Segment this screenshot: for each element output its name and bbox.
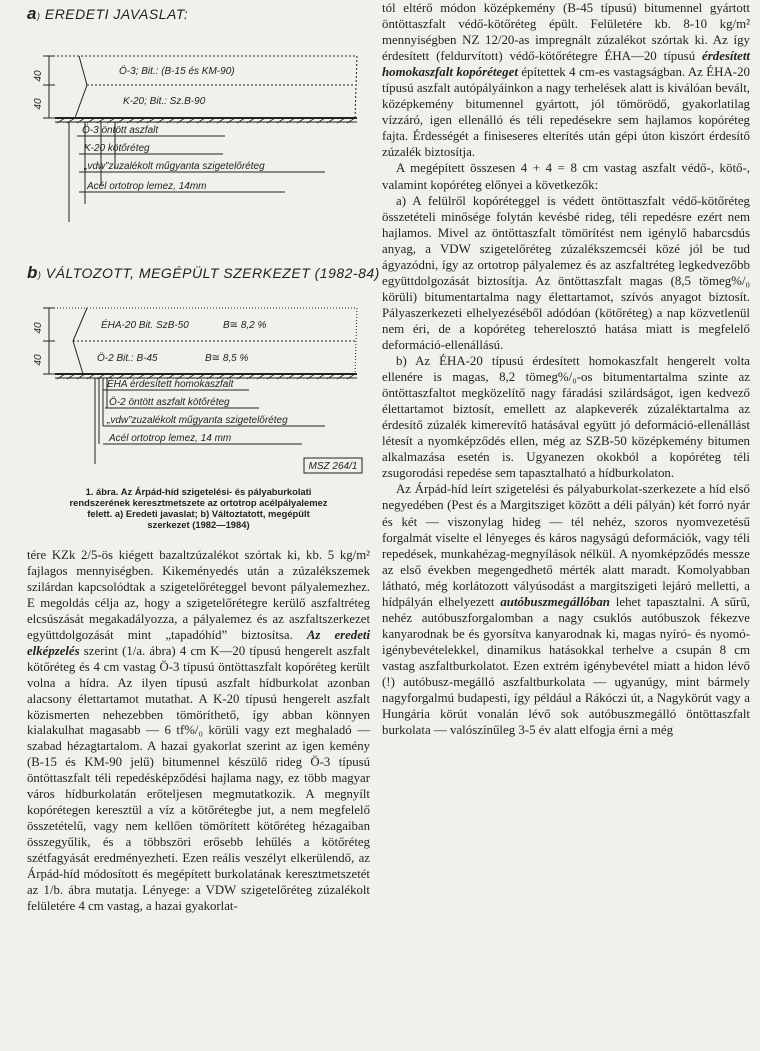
- panel-b-legend-1: ÉHA érdesített homokaszfalt: [107, 379, 234, 390]
- panel-b-layer-1-label: ÉHA-20 Bit. SzB-50: [101, 320, 189, 331]
- panel-b-letter: b: [27, 263, 38, 282]
- panel-b-title-text: VÁLTOZOTT, MEGÉPÜLT SZERKEZET (1982-84): [45, 265, 380, 281]
- panel-b-legend-4: Acél ortotrop lemez, 14 mm: [109, 433, 232, 444]
- left-paragraph-1: [27, 548, 370, 915]
- right-paragraph-4: b) Az ÉHA-20 típusú érdesített homokaszfalt hengerelt volta ellenére is magas, 8,2 tömeg%/₀-os bitumentartalma szinte az öntöttaszfaltot megközelítő nagy fáradási szilárdságot, igen kedvező élettartamot biztosít, emellett az alapkeverék zúzaléktartalma az érdesítő zúzalék kimerevítő hatásával együtt jó deformáció-ellenállást létesít a nyomképződés ellen, még az SZB-50 középkemény bitumen alkalmazása esetén is. Ugyanezen okokból a kopóréteg téli zsugorodási repedése sem tapasztalható a hídburkolaton.: [382, 354, 750, 481]
- emphasis-text: autóbuszmegállóban: [500, 594, 610, 609]
- panel-b-legend-2: Ö-2 öntött aszfalt kötőréteg: [109, 397, 230, 408]
- panel-b-title: b) VÁLTOZOTT, MEGÉPÜLT SZERKEZET (1982-84): [27, 263, 380, 282]
- panel-a-layer-right-edge: [355, 56, 357, 118]
- panel-b-layer-2-binder: B≅ 8,5 %: [205, 353, 249, 364]
- panel-b-dim-bottom: 40: [33, 354, 44, 366]
- right-column: [382, 0, 750, 738]
- panel-b-layer-edge: [73, 341, 83, 374]
- panel-a-title-text: EREDETI JAVASLAT:: [44, 6, 189, 22]
- panel-b-diagram: [27, 286, 370, 486]
- text-run: szerint (1/a. ábra) 4 cm K—20 típusú hengerelt aszfalt kötőréteg és 4 cm vastag Ö-3 típusú öntöttaszfalt kopóréteg került volna a hídra. Az ilyen típusú aszfalt hídburkolat azonban alacsony élettartamot mutathat. A K-20 típusú hengerelt aszfalt közismerten nehezebben tömöríthető, így abban könnyen kialakulhat magasabb — 6 tf%/₀ körüli vagy ezt meghaladó — szabad hézagtartalom. A hazai gyakorlat szerint az igen kemény (B-15 és KM-90 jelű) bitumennel készülő rideg Ö-3 típusú öntöttaszfalt téli repedésképződési hajlama nagy, ez több magyar város hídburkolatán erőteljesen megmutatkozik. A megnyílt kopórétegen keresztül a víz a kötőrétegbe jut, a nem megfelelő összetételű, vagy nem kellően tömörített kötőréteg hézagaiban összegyűlik, és a többszöri erősebb lehűlés a kötőréteg szétfagyását eredményezheti. Ezen reális veszélyt elkerülendő, az Árpád-híd módosított és megépített burkolatának keresztmetszetét az 1/b. ábra mutatja. Lényege: a VDW szigetelőréteg zúzalékolt felületére 4 cm vastag, a hazai gyakorlat-: [27, 643, 371, 913]
- panel-a-letter: a: [27, 4, 37, 23]
- panel-a-layer-1-label: Ö-3; Bit.: (B-15 és KM-90): [119, 66, 235, 77]
- panel-b-layer-2-label: Ö-2 Bit.: B-45: [97, 353, 158, 364]
- figure-caption: [27, 486, 370, 530]
- emphasis-text: érdesített homokaszfalt kopóréteget: [382, 49, 750, 80]
- panel-b-layer-1-binder: B≅ 8,2 %: [223, 320, 267, 331]
- panel-a-legend-2: K-20 kötőréteg: [84, 143, 150, 154]
- panel-a-dim-bottom: 40: [33, 98, 44, 110]
- panel-a-layer-edge: [79, 56, 87, 85]
- panel-a-diagram: [27, 26, 370, 241]
- right-paragraph-3: a) A felülről kopóréteggel is védett öntöttaszfalt védő-kötőréteg összetételi minősége folytán kevésbé rideg, téli repedésre ezért nem hajlamos. Mivel az öntöttaszfalt tömörítést nem igénylő habarcsdús anyag, a VDW szigetelőréteg zúzalékszemcséi közé jól be tud ágyazódni, így az ortotrop pályalemez és az aszfaltréteg legkedvezőbb együttdolgozását biztosítja. Az öntöttaszfalt magas (8,5 tömeg%/₀ körüli) bitumentartalma nagy élettartamot, szívós anyagot biztosít. Pályaszerkezeti elhelyezéséből adódóan (kötőréteg) a nap közvetlenül nem éri, de a kopóréteg teherelosztó hatása miatt is megfelelő deformáció-ellenállású.: [382, 193, 750, 352]
- right-paragraph-1: [382, 0, 750, 160]
- figure-1: [27, 0, 380, 548]
- panel-b-layer-right-edge: [355, 308, 357, 374]
- panel-a-legend-4: Acél ortotrop lemez, 14mm: [87, 181, 207, 192]
- panel-a-legend-1: Ö-3 öntött aszfalt: [82, 125, 159, 136]
- text-run: tól eltérő módon középkemény (B-45 típusú) bitumennel gyártott öntöttaszfalt védő-kötőréteg épült. Felületére kb. 8-10 kg/m² mennyiségben NZ 12/20-as impregnált zúzalékot szórtak ki. Az így érdesített (feldurvított) védő-kötőrétegre ÉHA—20 típusú: [382, 1, 750, 64]
- panel-a-dim-top: 40: [33, 70, 44, 82]
- caption-line: rendszerének keresztmetszete az ortotrop acélpályalemez: [69, 497, 328, 508]
- panel-b-legend-3: „vdw”zuzalékolt műgyanta szigetelőréteg: [107, 415, 288, 426]
- emphasis-text: Az eredeti elképzelés: [27, 627, 370, 658]
- panel-b-dim-top: 40: [33, 322, 44, 334]
- standard-stamp: MSZ 264/1: [308, 461, 358, 472]
- panel-b-layer-edge: [73, 308, 87, 341]
- text-run: építettek 4 cm-es vastagságban. Az ÉHA-20 típusú aszfalt autópályáinkon a nagy terhelések alatt is kiválóan bevált, középkemény bitumennel gyártott, jól tömörödő, gyakorlatilag vízzáró, igen ellenálló és téli repedésekre sem hajlamos kopóréteg fajta. Érdességét a finiseseres elterítés után gépi úton kiszórt érdesítő zúzalék biztosítja.: [382, 65, 750, 160]
- panel-a-title: a) EREDETI JAVASLAT:: [27, 4, 189, 23]
- text-run: lehet tapasztalni. A sűrű, nehéz autóbuszforgalomban a nagy csuklós autóbuszok fékezve kanyarodnak be és gyorsítva kanyarodnak ki, magas nyíró- és nyomó-igénybevételekkel, dinamikus hatásokkal terhelve a csupán 8 cm vastag aszfaltburkolatot. Ezen extrém igénybevétel miatt a hidon lévő (!) autóbusz-megálló aszfaltburkolata — ugyanúgy, mint bármely nagyforgalmú budapesti, így például a Rákóczi út, a Nagykörút vagy a Hungária körút vonalán lévő sok autóbuszmegálló öntöttaszfalt burkolata — valószínűleg 3-5 év alatt elfogja érni a még: [382, 594, 750, 738]
- right-paragraph-5: [382, 481, 750, 738]
- text-run: Az Árpád-híd leírt szigetelési és pályaburkolat-szerkezete a híd első negyedében (Pest és a Margitsziget között a déli pályán) két forró nyár és két — viszonylag hideg — tél nehéz, szoros nyomvezetésű forgalmát viselte el lényeges és káros nagyságú deformációk, vagy téli repedések, munkahézag-megnyílások nélkül. A nyomképződés messze az első években megengedhető mérték alatt maradt. Komolyabban látható, még korlátozott vályúsodást a margitszigeti lejáró melletti, a hídpályán elhelyezett: [382, 482, 750, 609]
- panel-a-layer-2-label: K-20; Bit.: Sz.B-90: [123, 96, 206, 107]
- caption-line: felett. a) Eredeti javaslat; b) Változtatott, megépült: [87, 508, 310, 519]
- panel-a-legend-3: „vdw”zuzalékolt műgyanta szigetelőréteg: [84, 161, 265, 172]
- left-column: [27, 0, 380, 915]
- right-paragraph-2: A megépített összesen 4 + 4 = 8 cm vastag aszfalt védő-, kötő-, valamint kopóréteg előnyei a következők:: [382, 161, 750, 192]
- text-run: tére KZk 2/5-ös kiégett bazaltzúzalékot szórtak ki, kb. 5 kg/m² fajlagos mennyiségben. Kikeményedés után a zúzalékszemek szilárdan kapcsolódtak a szigetelőréteggel bevont pályalemezhez. E megoldás célja az, hogy a szigetelőrétegre kerülő aszfaltréteg elcsúszását megakadályozza, a pályalemez és az aszfaltszerkezet együttdolgozását mint „tapadóhíd” biztosítsa.: [27, 548, 370, 642]
- caption-line: szerkezet (1982—1984): [147, 519, 250, 530]
- caption-line: 1. ábra. Az Árpád-híd szigetelési- és pályaburkolati: [85, 486, 312, 497]
- panel-a-layer-edge: [75, 85, 87, 118]
